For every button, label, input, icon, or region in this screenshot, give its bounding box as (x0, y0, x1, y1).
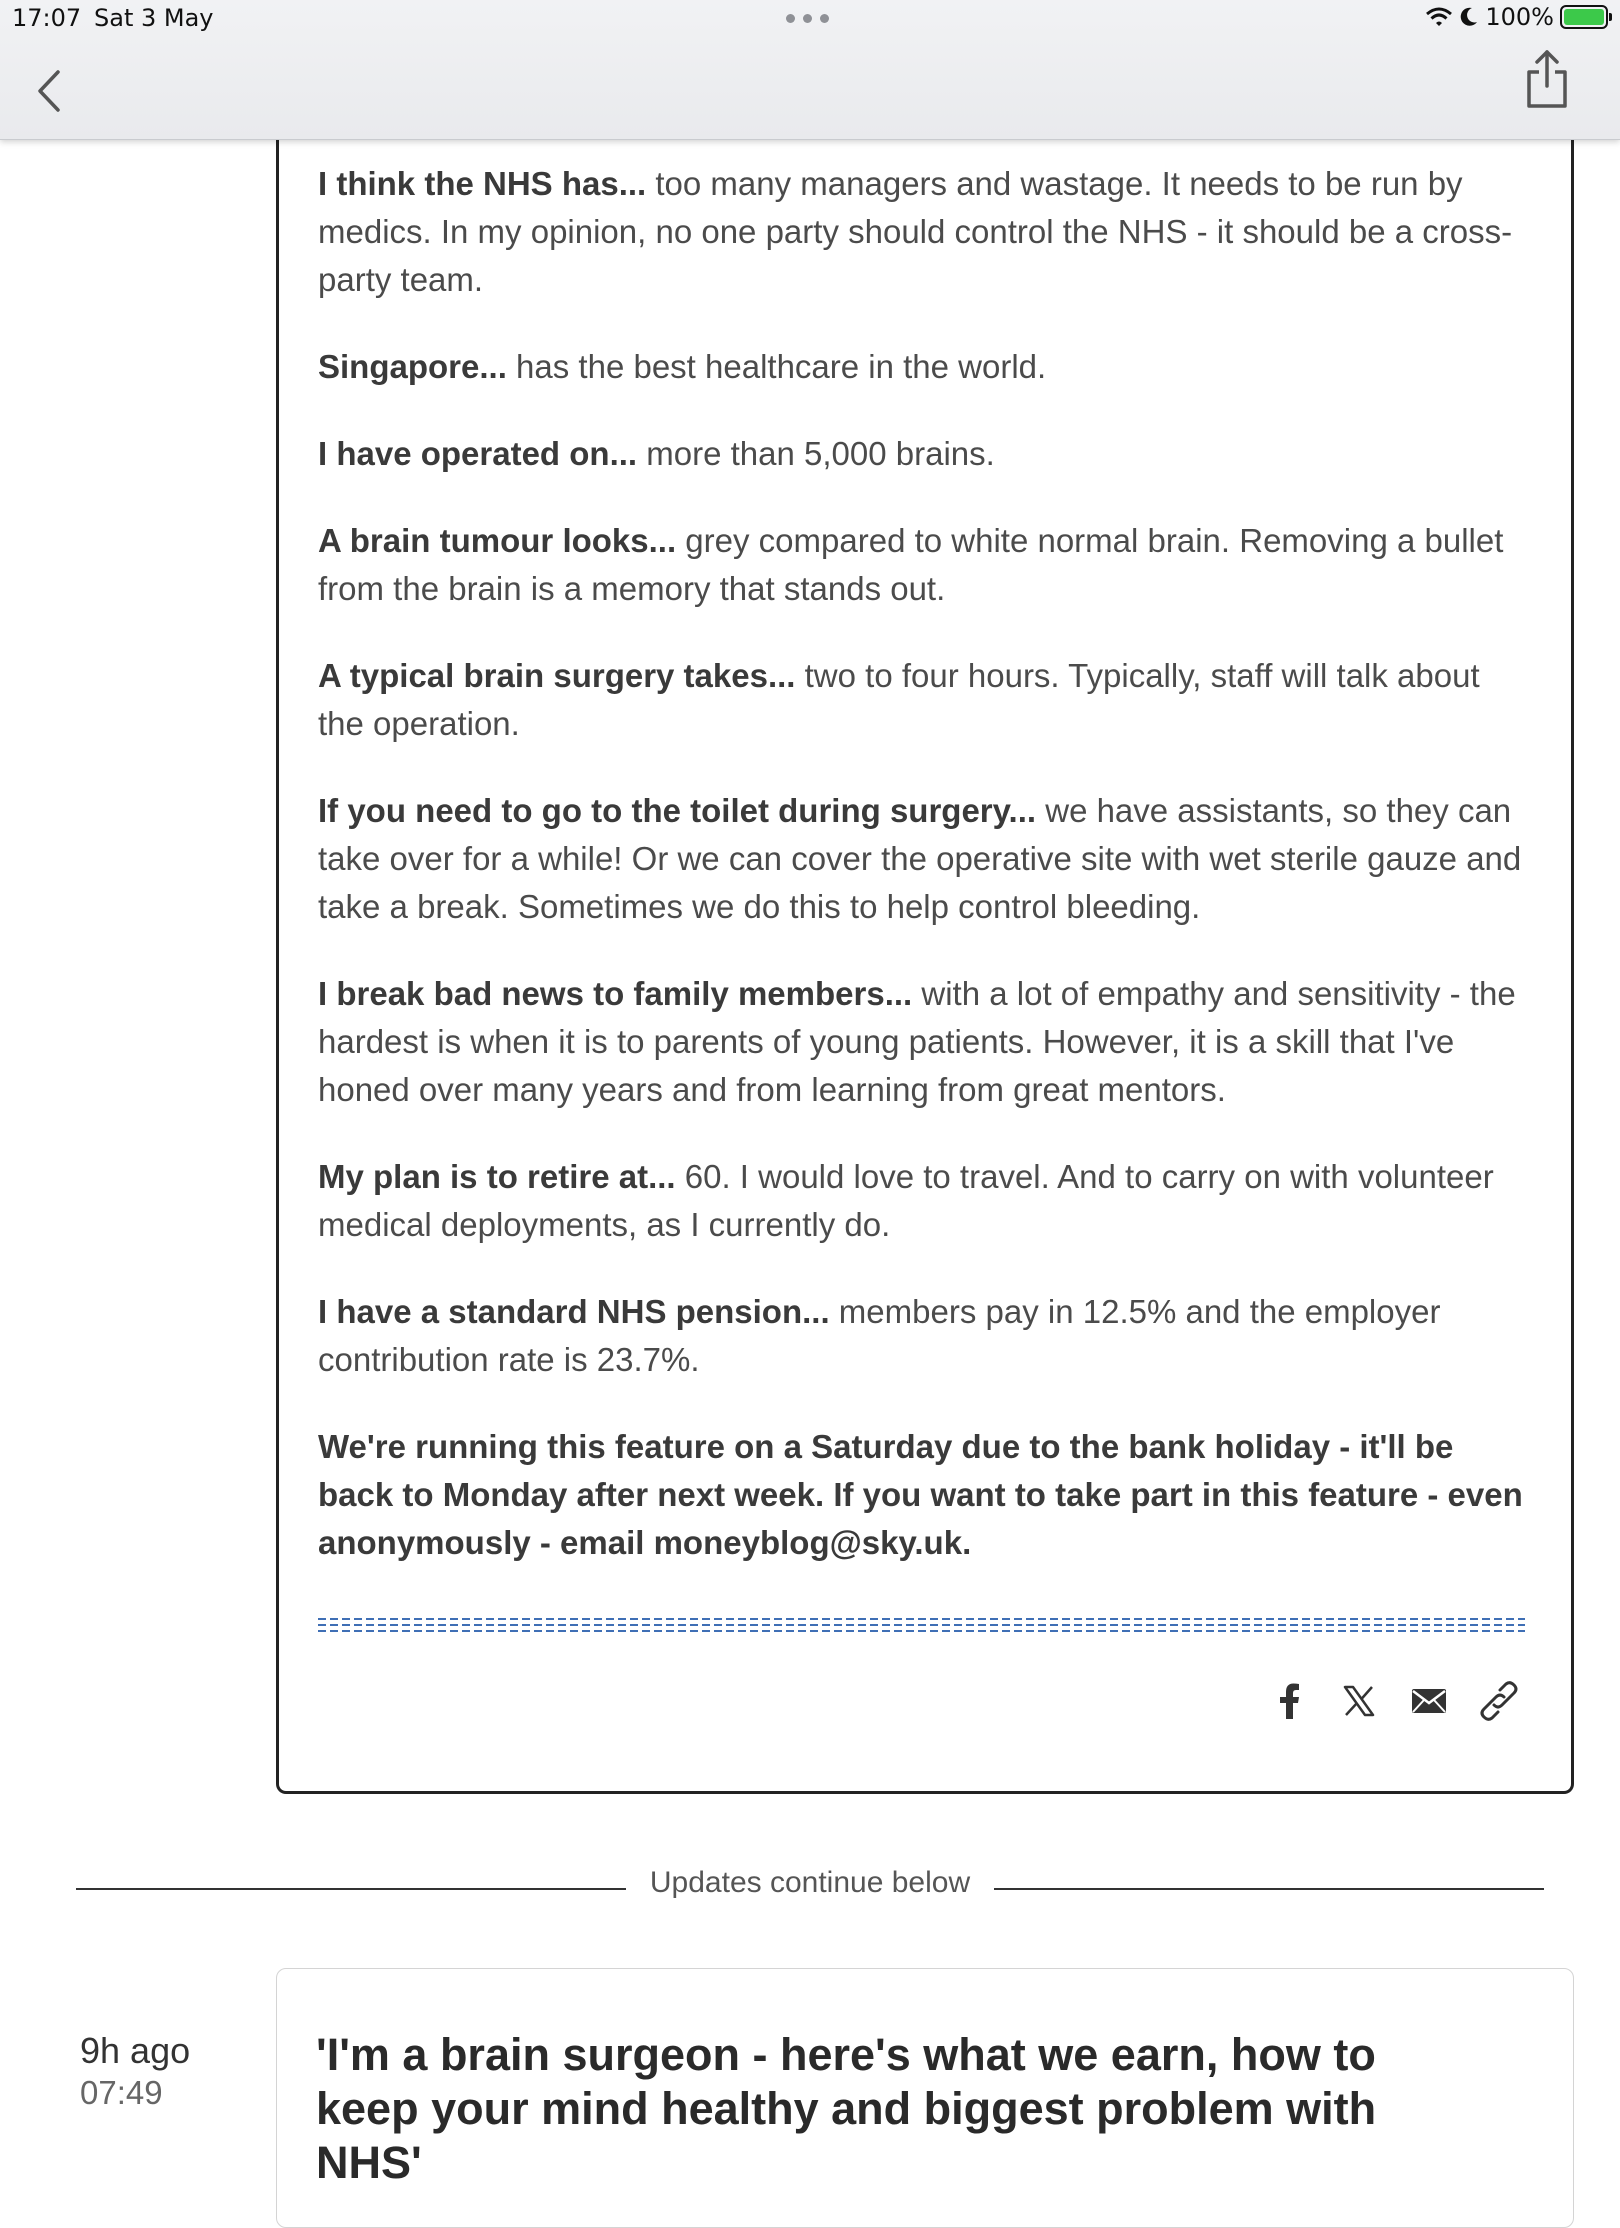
paragraph-text: 60. I would love to travel. And to carry on with volunteer medical deployments, as I currently do. (318, 1158, 1494, 1243)
paragraph-lead: I think the NHS has... (318, 165, 647, 202)
paragraph (318, 652, 1528, 748)
paragraph-text: has the best healthcare in the world. (506, 348, 1047, 385)
paragraph-lead: I have a standard NHS pension... (318, 1293, 830, 1330)
paragraph-lead: I break bad news to family members... (318, 975, 913, 1012)
email-icon[interactable] (1408, 1680, 1450, 1722)
paragraph-lead: If you need to go to the toilet during surgery... (318, 792, 1037, 829)
status-date: Sat 3 May (94, 4, 214, 32)
status-time: 17:07 (12, 4, 82, 32)
paragraph-text: more than 5,000 brains. (637, 435, 995, 472)
top-bar (0, 0, 1620, 140)
post-time-ago: 9h ago (80, 2030, 191, 2071)
dotted-separator (318, 1618, 1525, 1632)
paragraph-text: we have assistants, so they can take over for a while! Or we can cover the operative site with wet sterile gauze and take a break. Sometimes we do this to help control bleeding. (318, 792, 1522, 925)
divider-line-left (76, 1888, 626, 1890)
paragraph-text: members pay in 12.5% and the employer contribution rate is 23.7%. (318, 1293, 1441, 1378)
paragraph-lead: A typical brain surgery takes... (318, 657, 796, 694)
paragraph-text: grey compared to white normal brain. Removing a bullet from the brain is a memory that stands out. (318, 522, 1504, 607)
feature-note: We're running this feature on a Saturday due to the bank holiday - it'll be back to Monday after next week. If you want to take part in this feature - even anonymously - email moneyblog@sky.uk. (318, 1428, 1523, 1561)
paragraph-text: two to four hours. Typically, staff will talk about the operation. (318, 657, 1480, 742)
moon-icon (1459, 6, 1479, 28)
paragraph (318, 1288, 1528, 1384)
updates-divider-label: Updates continue below (649, 1866, 971, 1899)
chevron-left-icon[interactable] (30, 66, 70, 116)
facebook-icon[interactable] (1268, 1680, 1310, 1722)
paragraph (318, 343, 1528, 391)
paragraph-lead: Singapore... (318, 348, 507, 385)
next-post-title[interactable]: 'I'm a brain surgeon - here's what we earn, how to keep your mind healthy and biggest problem with NHS' (316, 2029, 1377, 2188)
paragraph (318, 1153, 1528, 1249)
paragraph-lead: I have operated on... (318, 435, 638, 472)
paragraph-lead: My plan is to retire at... (318, 1158, 676, 1195)
divider-line-right (994, 1888, 1544, 1890)
paragraph (318, 160, 1528, 304)
status-indicators (1425, 3, 1608, 31)
paragraph-text: too many managers and wastage. It needs to be run by medics. In my opinion, no one party should control the NHS - it should be a cross-party team. (318, 165, 1513, 298)
share-toolbar (1268, 1680, 1520, 1722)
share-icon[interactable] (1524, 48, 1570, 110)
paragraph (318, 430, 1528, 478)
battery-percent: 100% (1485, 3, 1554, 31)
paragraph (318, 517, 1528, 613)
paragraph (318, 970, 1528, 1114)
paragraph-text: with a lot of empathy and sensitivity - the hardest is when it is to parents of young patients. However, it is a skill that I've honed over many years and from learning from great mentors. (318, 975, 1516, 1108)
battery-icon (1560, 5, 1608, 29)
paragraph (318, 787, 1528, 931)
multitasking-dots-icon[interactable] (786, 14, 829, 23)
x-icon[interactable] (1338, 1680, 1380, 1722)
post-time: 07:49 (80, 2074, 163, 2111)
article-body (318, 160, 1528, 1606)
paragraph-lead: A brain tumour looks... (318, 522, 677, 559)
link-icon[interactable] (1478, 1680, 1520, 1722)
wifi-icon (1425, 6, 1453, 28)
